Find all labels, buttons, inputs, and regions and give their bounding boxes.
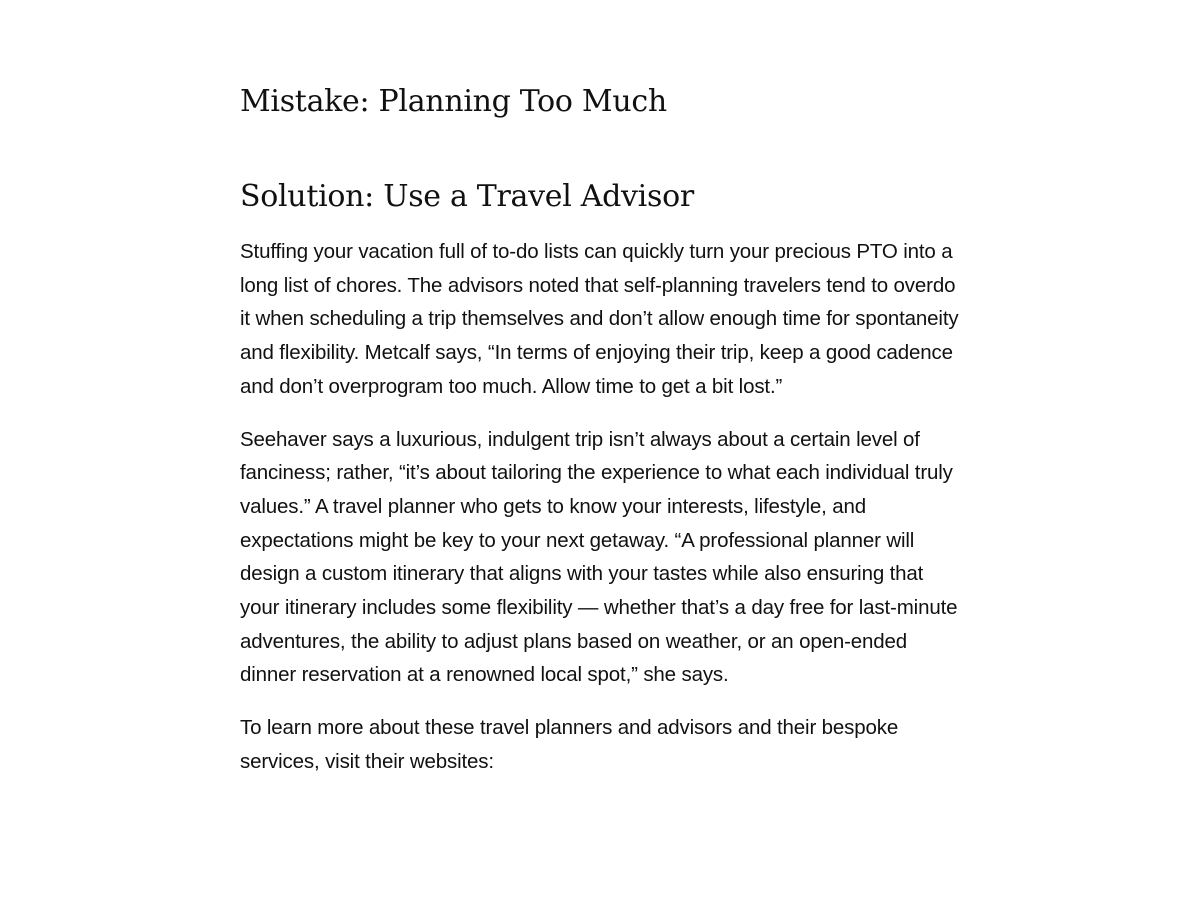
article-body	[240, 0, 962, 779]
section-heading-mistake: Mistake: Planning Too Much	[240, 84, 667, 119]
section-heading-solution: Solution: Use a Travel Advisor	[240, 179, 694, 214]
paragraph-seehaver: Seehaver says a luxurious, indulgent trip isn’t always about a certain level of fanciness; rather, “it’s about tailoring the experience to what each individual truly values.” A travel planner who gets to know your interests, lifestyle, and expectations might be key to your next getaway. “A professional planner will design a custom itinerary that aligns with your tastes while also ensuring that your itinerary includes some flexibility — whether that’s a day free for last-minute adventures, the ability to adjust plans based on weather, or an open-ended dinner reservation at a renowned local spot,” she says.	[240, 427, 958, 687]
paragraph-learn-more: To learn more about these travel planners and advisors and their bespoke services, visit their websites:	[240, 716, 899, 773]
paragraph-planning: Stuffing your vacation full of to-do lists can quickly turn your precious PTO into a long list of chores. The advisors noted that self-planning travelers tend to overdo it when scheduling a trip themselves and don’t allow enough time for spontaneity and flexibility. Metcalf says, “In terms of enjoying their trip, keep a good cadence and don’t overprogram too much. Allow time to get a bit lost.”	[240, 240, 959, 398]
